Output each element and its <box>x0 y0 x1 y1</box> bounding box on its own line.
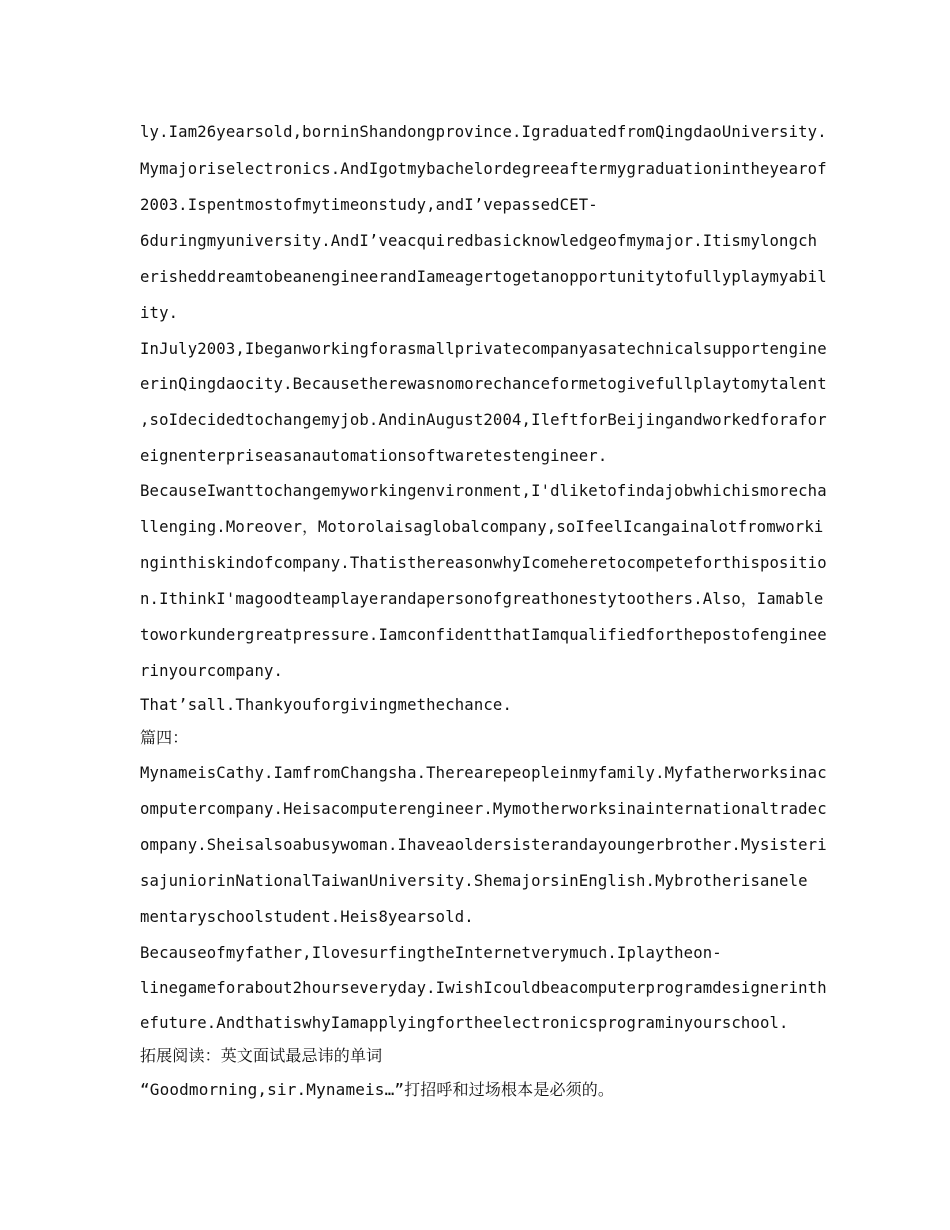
text-line-21: ompany.Sheisalsoabusywoman.Ihaveaoldersisterandayoungerbrother.Mysisteri <box>140 836 827 854</box>
text-line-3: 2003.Ispentmostofmytimeonstudy,andI’vepassedCET- <box>140 196 598 214</box>
text-line-20: omputercompany.Heisacomputerengineer.Mymotherworksinainternationaltradec <box>140 800 827 818</box>
text-line-26: efuture.AndthatiswhyIamapplyingfortheelectronicsprograminyourschool. <box>140 1014 789 1032</box>
text-line-1: ly.Iam26yearsold,borninShandongprovince.IgraduatedfromQingdaoUniversity. <box>140 123 827 141</box>
text-line-10: eignenterpriseasanautomationsoftwaretestengineer. <box>140 447 608 465</box>
text-line-2: Mymajoriselectronics.AndIgotmybachelordegreeaftermygraduationintheyearof <box>140 160 827 178</box>
extended-reading-heading: 拓展阅读：英文面试最忌讳的单词 <box>140 1046 383 1065</box>
text-line-23: mentaryschoolstudent.Heis8yearsold. <box>140 908 474 926</box>
text-line-5: erisheddreamtobeanengineerandIameagertogetanopportunitytofullyplaymyabil <box>140 268 827 286</box>
text-line-6: ity. <box>140 304 179 322</box>
text-line-22: sajuniorinNationalTaiwanUniversity.ShemajorsinEnglish.Mybrotherisanele <box>140 872 808 890</box>
text-line-11: BecauseIwanttochangemyworkingenvironment,I'dliketofindajobwhichismorecha <box>140 482 827 500</box>
text-line-25: linegameforabout2hourseveryday.IwishIcouldbeacomputerprogramdesignerinth <box>140 979 827 997</box>
text-line-7: InJuly2003,Ibeganworkingforasmallprivatecompanyasatechnicalsupportengine <box>140 340 827 358</box>
text-line-16: rinyourcompany. <box>140 662 284 680</box>
text-line-9: ,soIdecidedtochangemyjob.AndinAugust2004,IleftforBeijingandworkedforafor <box>140 411 827 429</box>
text-line-13: nginthiskindofcompany.ThatisthereasonwhyIcomeheretocompeteforthispositio <box>140 554 827 572</box>
text-line-24: Becauseofmyfather,IlovesurfingtheInternetverymuch.Iplaytheon- <box>140 944 722 962</box>
text-line-28: “Goodmorning,sir.Mynameis…”打招呼和过场根本是必须的。 <box>140 1080 615 1099</box>
text-line-8: erinQingdaocity.Becausetherewasnomorechanceformetogivefullplaytomytalent <box>140 375 827 393</box>
text-line-14: n.IthinkI'magoodteamplayerandapersonofgreathonestytoothers.Also，Iamable <box>140 590 824 608</box>
section-heading-4: 篇四： <box>140 728 189 747</box>
text-line-19: MynameisCathy.IamfromChangsha.Therearepeopleinmyfamily.Myfatherworksinac <box>140 764 827 782</box>
text-line-15: toworkundergreatpressure.IamconfidentthatIamqualifiedforthepostofenginee <box>140 626 827 644</box>
text-line-4: 6duringmyuniversity.AndI’veacquiredbasicknowledgeofmymajor.Itismylongch <box>140 232 818 250</box>
text-line-12: llenging.Moreover，Motorolaisaglobalcompany,soIfeelIcangainalotfromworki <box>140 518 824 536</box>
text-line-17: That’sall.Thankyouforgivingmethechance. <box>140 696 512 714</box>
